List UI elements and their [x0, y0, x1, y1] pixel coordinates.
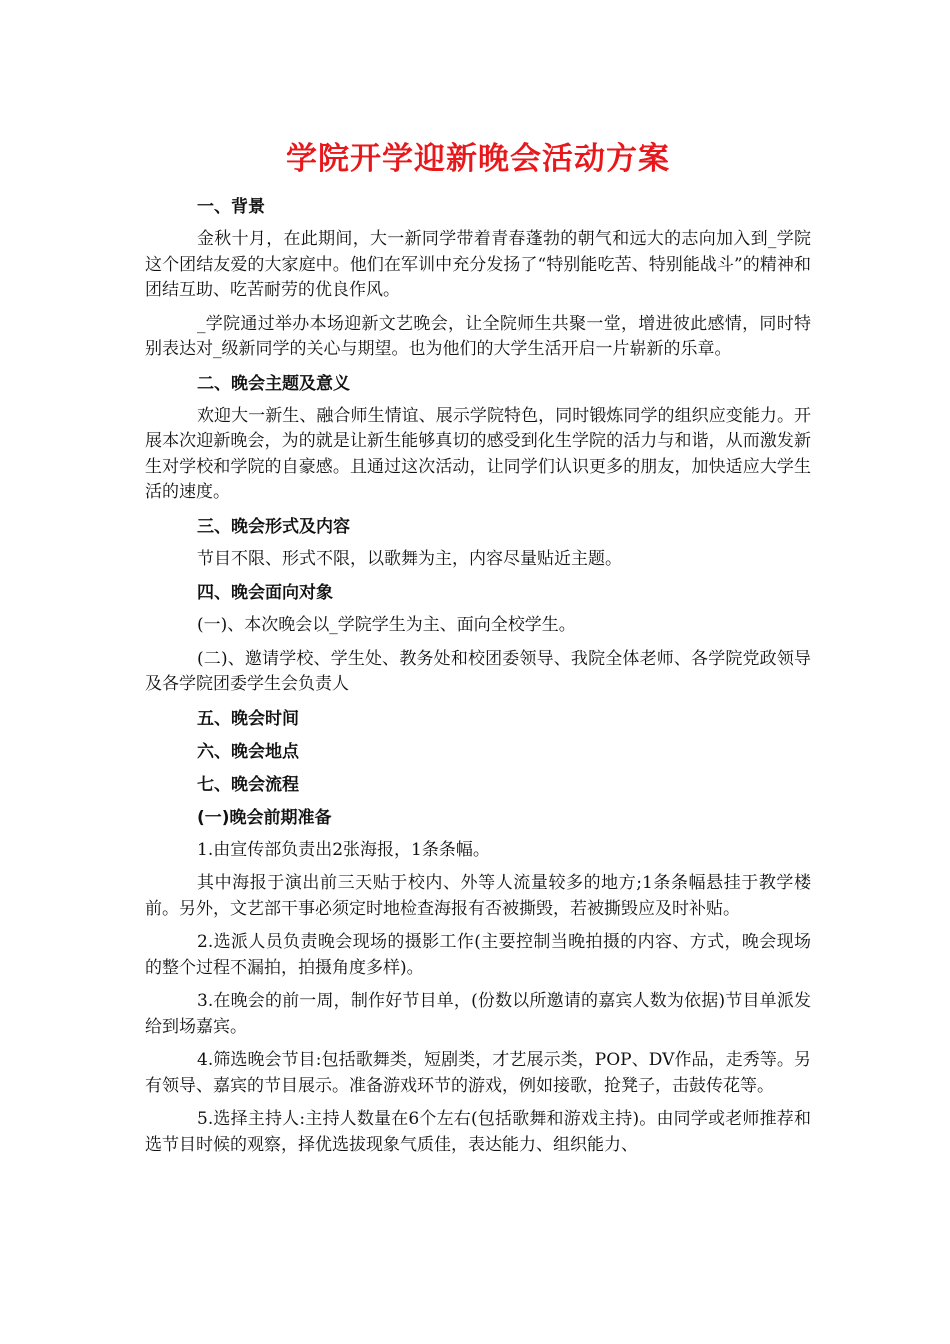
body-paragraph: 5.选择主持人:主持人数量在6个左右(包括歌舞和游戏主持)。由同学或老师推荐和选节目时候的观察，择优选拔现象气质佳，表达能力、组织能力、: [145, 1109, 811, 1155]
body-paragraph: _学院通过举办本场迎新文艺晚会，让全院师生共聚一堂，增进彼此感情，同时特别表达对_级新同学的关心与期望。也为他们的大学生活开启一片崭新的乐章。: [145, 313, 811, 359]
section-heading: 一、背景: [197, 197, 265, 217]
body-paragraph: (一)、本次晚会以_学院学生为主、面向全校学生。: [197, 615, 576, 635]
section-heading: 二、晚会主题及意义: [197, 373, 350, 394]
section-heading: 三、晚会形式及内容: [197, 516, 350, 537]
body-paragraph: 4.筛选晚会节目:包括歌舞类，短剧类，才艺展示类，POP、DV作品，走秀等。另有领导、嘉宾的节目展示。准备游戏环节的游戏，例如接歌，抢凳子，击鼓传花等。: [145, 1050, 811, 1096]
document-title: 学院开学迎新晚会活动方案: [286, 141, 670, 177]
section-heading: 七、晚会流程: [197, 774, 299, 795]
body-paragraph: 3.在晚会的前一周，制作好节目单，(份数以所邀请的嘉宾人数为依据)节目单派发给到场嘉宾。: [145, 991, 811, 1037]
body-paragraph: 2.选派人员负责晚会现场的摄影工作(主要控制当晚拍摄的内容、方式，晚会现场的整个过程不漏拍，拍摄角度多样)。: [145, 932, 811, 978]
body-paragraph: 节目不限、形式不限，以歌舞为主，内容尽量贴近主题。: [197, 548, 622, 569]
section-heading: (一)晚会前期准备: [197, 807, 332, 828]
body-paragraph: 欢迎大一新生、融合师生情谊、展示学院特色，同时锻炼同学的组织应变能力。开展本次迎新晚会，为的就是让新生能够真切的感受到化生学院的活力与和谐，从而激发新生对学校和学院的自豪感。且通过这次活动，让同学们认识更多的朋友，加快适应大学生活的速度。: [145, 405, 811, 502]
section-heading: 六、晚会地点: [197, 741, 299, 762]
document-body: [145, 194, 811, 1158]
body-paragraph: 其中海报于演出前三天贴于校内、外等人流量较多的地方;1条条幅悬挂于教学楼前。另外，文艺部干事必须定时地检查海报有否被撕毁，若被撕毁应及时补贴。: [145, 873, 811, 919]
body-paragraph: 1.由宣传部负责出2张海报，1条条幅。: [197, 839, 490, 860]
body-paragraph: 金秋十月，在此期间，大一新同学带着青春蓬勃的朝气和远大的志向加入到_学院这个团结友爱的大家庭中。他们在军训中充分发扬了“特别能吃苦、特别能战斗”的精神和团结互助、吃苦耐劳的优良作风。: [145, 229, 811, 300]
section-heading: 四、晚会面向对象: [197, 583, 333, 603]
document-page: [145, 138, 811, 1166]
body-paragraph: (二)、邀请学校、学生处、教务处和校团委领导、我院全体老师、各学院党政领导及各学院团委学生会负责人: [145, 648, 811, 694]
section-heading: 五、晚会时间: [197, 708, 299, 729]
